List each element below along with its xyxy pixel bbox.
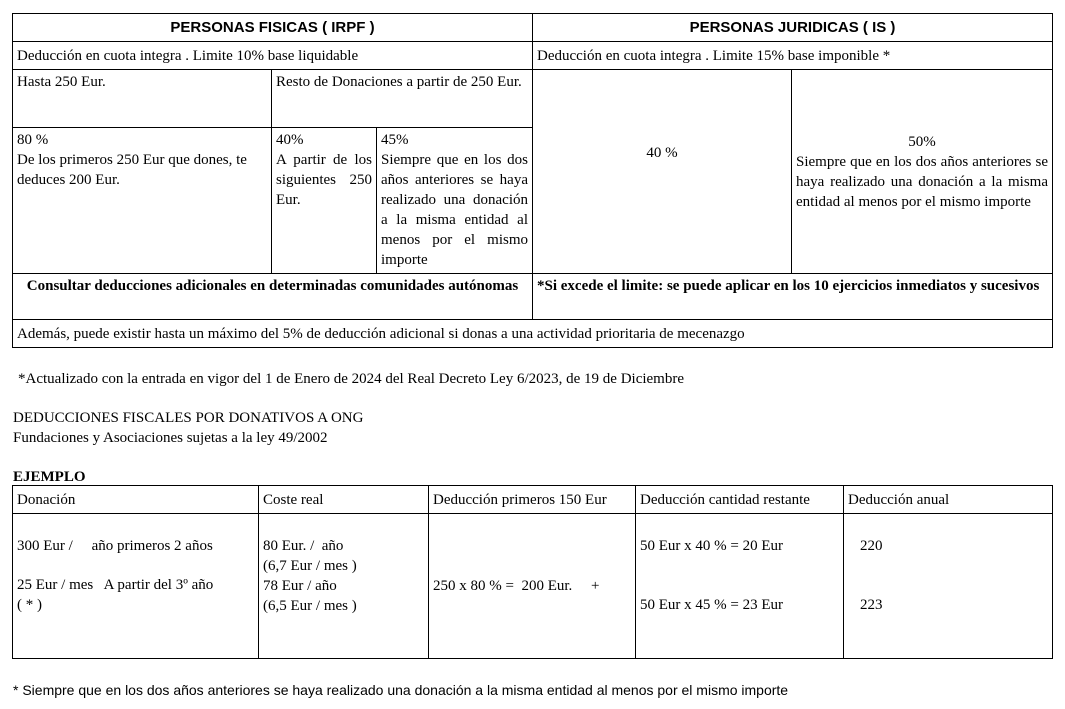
irpf-c1-cell bbox=[13, 128, 272, 274]
header-deduccion-primeros: Deducción primeros 150 Eur bbox=[429, 486, 636, 514]
footer-row: Además, puede existir hasta un máximo del 5% de deducción adicional si donas a una actividad prioritaria de mecenazgo bbox=[13, 320, 1053, 348]
is-col2-pct: 50% bbox=[908, 133, 936, 150]
is-col2-cell bbox=[792, 70, 1053, 274]
page-subtitle: Fundaciones y Asociaciones sujetas a la ley 49/2002 bbox=[13, 430, 328, 446]
donacion-cell bbox=[13, 514, 259, 659]
row2-donacion-note: ( * ) bbox=[17, 597, 42, 613]
irpf-col1-title: Hasta 250 Eur. bbox=[13, 70, 272, 128]
is-subheader: Deducción en cuota integra . Limite 15% base imponible * bbox=[533, 42, 1053, 70]
row1-coste-mes: (6,7 Eur / mes ) bbox=[263, 558, 357, 574]
example-table bbox=[12, 485, 1053, 659]
irpf-c3-cell bbox=[377, 128, 533, 274]
header-donacion: Donación bbox=[13, 486, 259, 514]
example-label: EJEMPLO bbox=[13, 469, 86, 485]
anual-cell bbox=[844, 514, 1053, 659]
irpf-subheader: Deducción en cuota integra . Limite 10% base liquidable bbox=[13, 42, 533, 70]
primeros-cell: 250 x 80 % = 200 Eur. + bbox=[429, 514, 636, 659]
row1-restante: 50 Eur x 40 % = 20 Eur bbox=[640, 538, 784, 554]
row2-coste-mes: (6,5 Eur / mes ) bbox=[263, 598, 357, 614]
is-header: PERSONAS JURIDICAS ( IS ) bbox=[533, 14, 1053, 42]
header-coste-real: Coste real bbox=[259, 486, 429, 514]
irpf-c2-text: A partir de los siguientes 250 Eur. bbox=[276, 152, 372, 208]
irpf-header: PERSONAS FISICAS ( IRPF ) bbox=[13, 14, 533, 42]
deductions-table bbox=[12, 13, 1053, 348]
irpf-c1-pct: 80 % bbox=[17, 132, 49, 148]
is-col1-pct: 40 % bbox=[533, 70, 792, 274]
row2-coste: 78 Eur / año bbox=[263, 578, 337, 594]
restante-cell bbox=[636, 514, 844, 659]
row1-donacion: 300 Eur / año primeros 2 años bbox=[17, 538, 213, 554]
update-note: *Actualizado con la entrada en vigor del 1 de Enero de 2024 del Real Decreto Ley 6/2023, de 19 de Diciembre bbox=[18, 371, 684, 387]
row2-anual: 223 bbox=[860, 597, 883, 613]
row2-donacion: 25 Eur / mes A partir del 3º año bbox=[17, 577, 214, 593]
is-note: *Si excede el limite: se puede aplicar en los 10 ejercicios inmediatos y sucesivos bbox=[533, 274, 1053, 320]
irpf-c3-text: Siempre que en los dos años anteriores se haya realizado una donación a la misma entidad al menos por el mismo importe bbox=[381, 152, 528, 268]
irpf-note: Consultar deducciones adicionales en determinadas comunidades autónomas bbox=[13, 274, 533, 320]
header-deduccion-restante: Deducción cantidad restante bbox=[636, 486, 844, 514]
bottom-note: * Siempre que en los dos años anteriores se haya realizado una donación a la misma entidad al menos por el mismo importe bbox=[13, 682, 789, 698]
irpf-c1-text: De los primeros 250 Eur que dones, te deduces 200 Eur. bbox=[17, 152, 247, 188]
row1-coste: 80 Eur. / año bbox=[263, 538, 344, 554]
irpf-c3-pct: 45% bbox=[381, 132, 409, 148]
irpf-c2-cell bbox=[272, 128, 377, 274]
row1-anual: 220 bbox=[860, 538, 883, 554]
irpf-c2-pct: 40% bbox=[276, 132, 304, 148]
irpf-col2-title: Resto de Donaciones a partir de 250 Eur. bbox=[272, 70, 533, 128]
is-col2-text: Siempre que en los dos años anteriores se haya realizado una donación a la misma entidad al menos por el mismo importe bbox=[796, 153, 1048, 210]
row2-restante: 50 Eur x 45 % = 23 Eur bbox=[640, 597, 784, 613]
coste-cell bbox=[259, 514, 429, 659]
page-title: DEDUCCIONES FISCALES POR DONATIVOS A ONG bbox=[13, 410, 364, 426]
header-deduccion-anual: Deducción anual bbox=[844, 486, 1053, 514]
